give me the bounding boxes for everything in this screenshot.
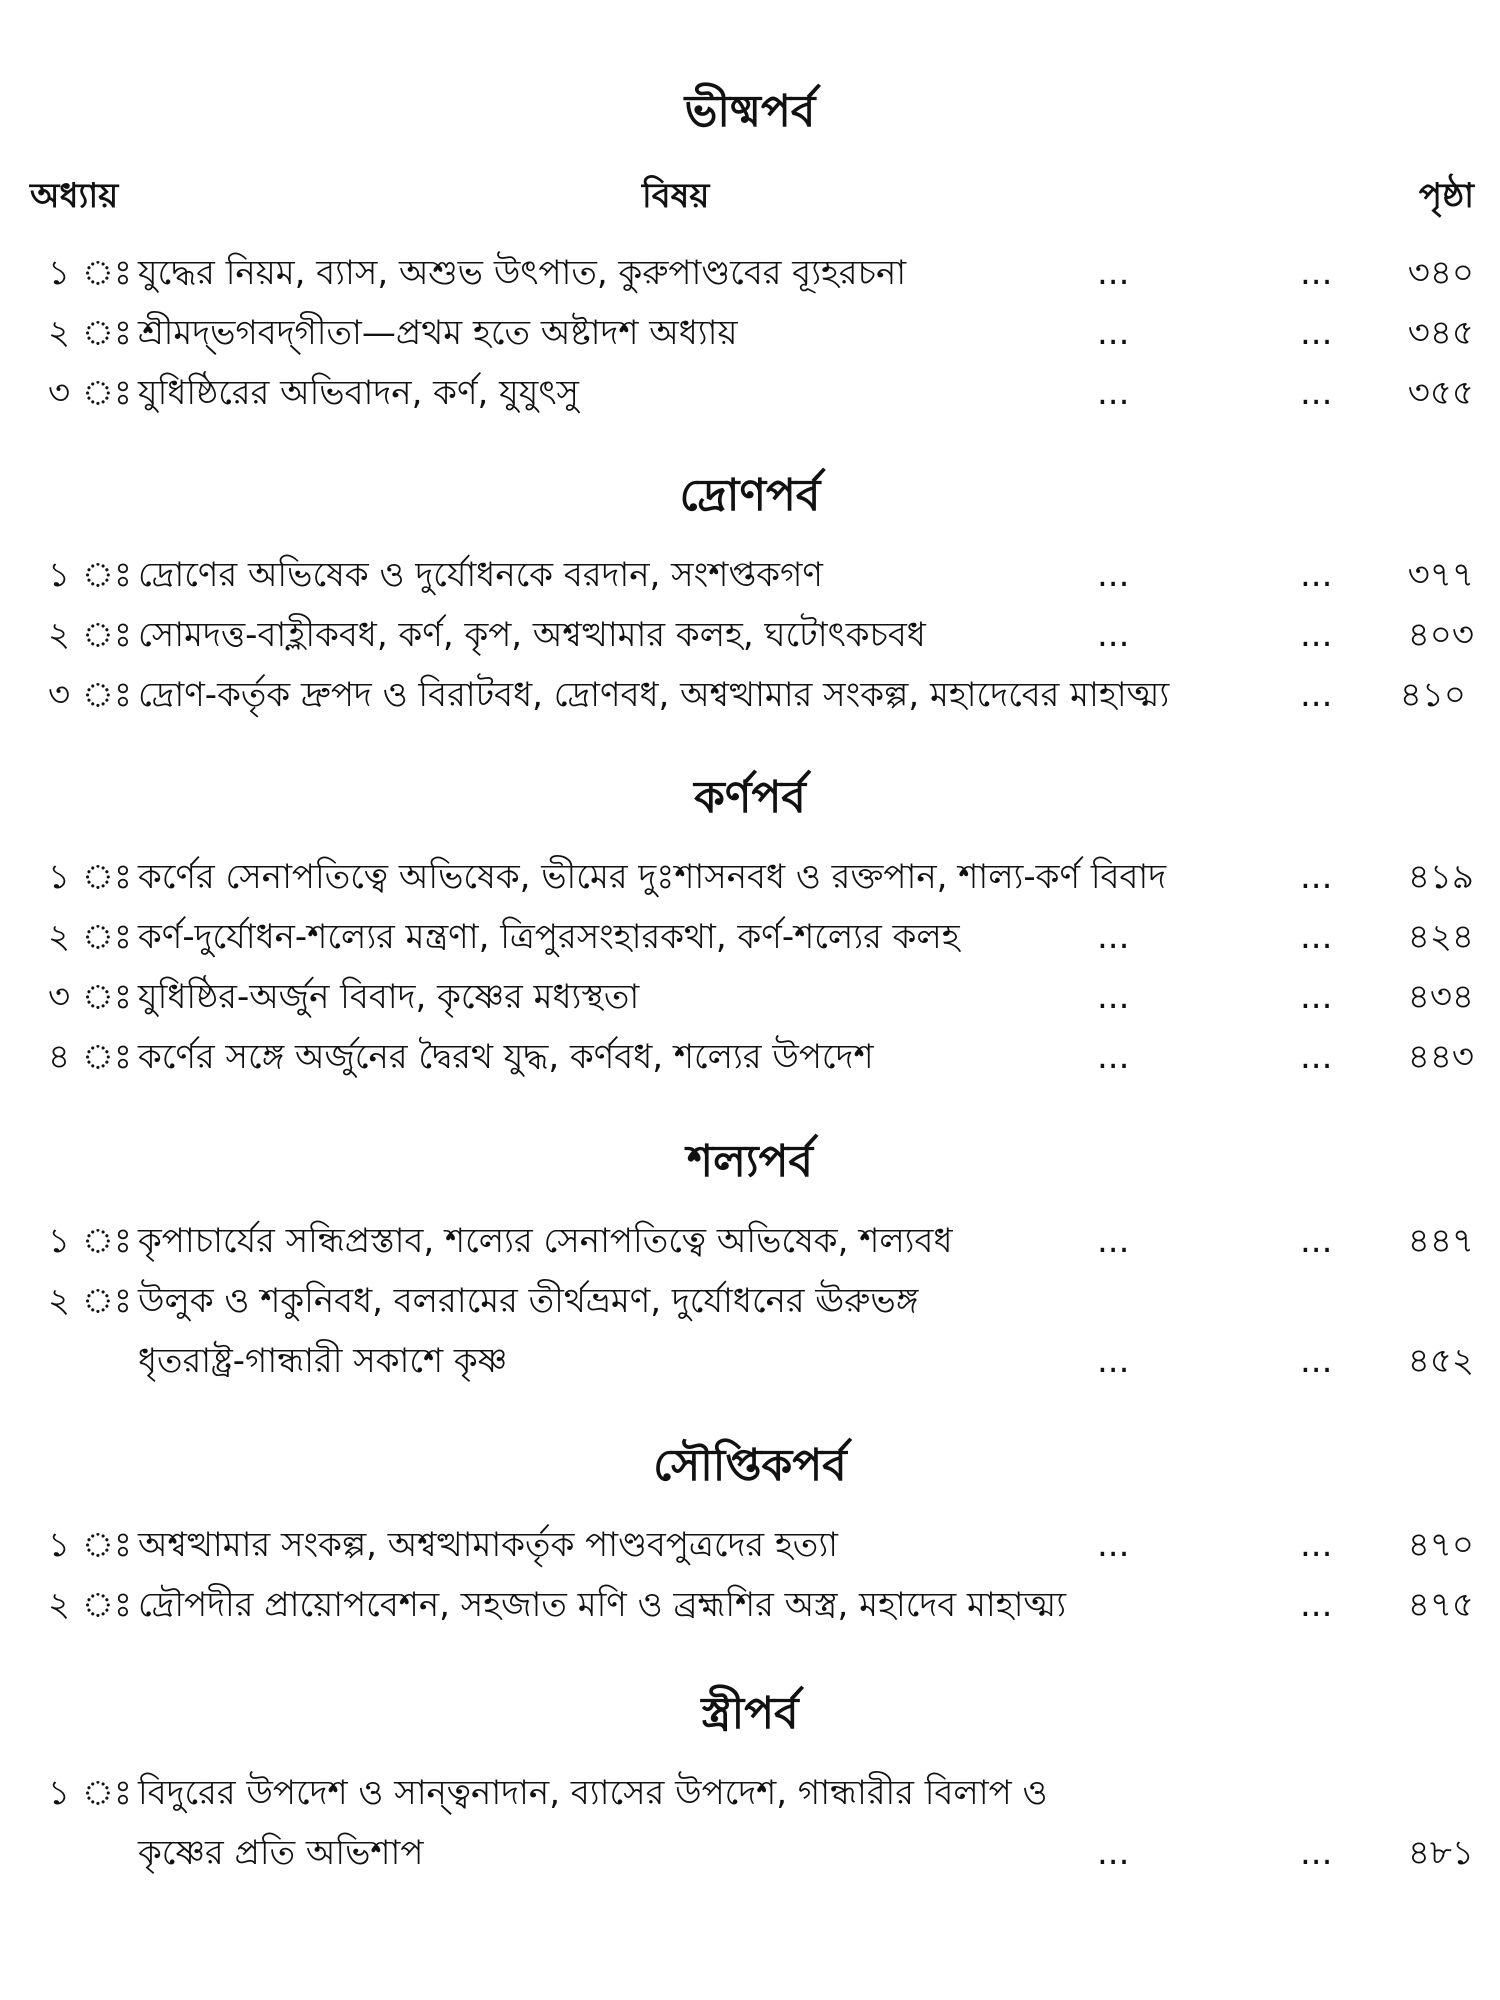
section-title: শল্যপর্ব [687, 1136, 813, 1187]
section-title: দ্রোণপর্ব [679, 470, 821, 521]
leader-dots: ... [1097, 1833, 1130, 1873]
entry-page-number: ৪৭০ [1407, 1525, 1474, 1565]
entry-subject: যুদ্ধের নিয়ম, ব্যাস, অশুভ উৎপাত, কুরুপাণ্ডবের ব্যূহরচনা [138, 253, 907, 293]
section-title: কর্ণপর্ব [694, 772, 806, 823]
entry-page-number: ৩৪০ [1407, 253, 1474, 293]
separator: ঃ [82, 1281, 132, 1321]
chapter-number: ১ [48, 857, 71, 897]
separator: ঃ [82, 917, 132, 957]
chapter-number: ১ [48, 1773, 71, 1813]
leader-dots: ... [1097, 373, 1130, 413]
entry-page-number: ৪২৪ [1407, 917, 1474, 957]
chapter-number: ২ [48, 615, 71, 655]
chapter-number: ১ [48, 253, 71, 293]
leader-dots: ... [1097, 555, 1130, 595]
chapter-number: ২ [48, 1281, 71, 1321]
separator: ঃ [82, 1773, 132, 1813]
toc-entry [0, 1766, 1500, 1820]
separator: ঃ [82, 555, 132, 595]
entry-subject-continued: ধৃতরাষ্ট্র-গান্ধারী সকাশে কৃষ্ণ [138, 1341, 508, 1381]
entry-page-number: ৪০৩ [1407, 615, 1474, 655]
leader-dots: ... [1097, 977, 1130, 1017]
entry-subject: যুধিষ্ঠিরের অভিবাদন, কর্ণ, যুযুৎসু [138, 373, 579, 413]
leader-dots: ... [1300, 1525, 1333, 1565]
leader-dots: ... [1300, 253, 1333, 293]
toc-entry-continuation [0, 1334, 1500, 1388]
section-title: স্ত্রীপর্ব [701, 1688, 799, 1739]
toc-entry [0, 850, 1500, 904]
chapter-number: ১ [48, 555, 71, 595]
separator: ঃ [82, 373, 132, 413]
section-title: সৌপ্তিকপর্ব [653, 1440, 847, 1491]
chapter-number: ৩ [48, 675, 71, 715]
entry-subject: সোমদত্ত-বাহ্লীকবধ, কর্ণ, কৃপ, অশ্বত্থামার কলহ, ঘটোৎকচবধ [138, 615, 926, 655]
toc-entry [0, 1030, 1500, 1084]
chapter-number: ১ [48, 1221, 71, 1261]
entry-page-number: ৪৭৫ [1407, 1585, 1474, 1625]
toc-entry [0, 246, 1500, 300]
section-title: ভীষ্মপর্ব [684, 86, 816, 137]
entry-page-number: ৩৪৫ [1407, 313, 1474, 353]
leader-dots: ... [1097, 917, 1130, 957]
entry-page-number: ৪১৯ [1407, 857, 1474, 897]
toc-entry [0, 1518, 1500, 1572]
entry-page-number: ৩৫৫ [1407, 373, 1474, 413]
leader-dots: ... [1097, 313, 1130, 353]
page-column-header: পৃষ্ঠা [1418, 176, 1474, 216]
leader-dots: ... [1300, 917, 1333, 957]
leader-dots: ... [1300, 555, 1333, 595]
separator: ঃ [82, 313, 132, 353]
separator: ঃ [82, 1585, 132, 1625]
entry-page-number: ৪১০ [1399, 675, 1466, 715]
leader-dots: ... [1300, 977, 1333, 1017]
separator: ঃ [82, 675, 132, 715]
entry-subject: শ্রীমদ্‌ভগবদ্‌গীতা—প্রথম হতে অষ্টাদশ অধ্যায় [138, 313, 738, 353]
entry-page-number: ৪৮১ [1407, 1833, 1474, 1873]
entry-subject: কর্ণের সেনাপতিত্বে অভিষেক, ভীমের দুঃশাসনবধ ও রক্তপান, শাল্য-কর্ণ বিবাদ [138, 857, 1167, 897]
chapter-number: ৪ [48, 1037, 71, 1077]
chapter-column-header: অধ্যায় [30, 176, 119, 216]
leader-dots: ... [1097, 1037, 1130, 1077]
chapter-number: ২ [48, 917, 71, 957]
entry-subject: যুধিষ্ঠির-অর্জুন বিবাদ, কৃষ্ণের মধ্যস্থতা [138, 977, 640, 1017]
entry-page-number: ৩৭৭ [1407, 555, 1474, 595]
separator: ঃ [82, 857, 132, 897]
toc-entry [0, 366, 1500, 420]
toc-entry [0, 1214, 1500, 1268]
leader-dots: ... [1300, 313, 1333, 353]
toc-entry [0, 910, 1500, 964]
entry-subject: বিদুরের উপদেশ ও সান্ত্বনাদান, ব্যাসের উপদেশ, গান্ধারীর বিলাপ ও [138, 1773, 1048, 1813]
leader-dots: ... [1300, 373, 1333, 413]
leader-dots: ... [1097, 1525, 1130, 1565]
entry-subject: অশ্বত্থামার সংকল্প, অশ্বত্থামাকর্তৃক পাণ্ডবপুত্রদের হত্যা [138, 1525, 839, 1565]
leader-dots: ... [1097, 253, 1130, 293]
entry-subject: কর্ণ-দুর্যোধন-শল্যের মন্ত্রণা, ত্রিপুরসংহারকথা, কর্ণ-শল্যের কলহ [138, 917, 960, 957]
entry-subject: দ্রোণের অভিষেক ও দুর্যোধনকে বরদান, সংশপ্তকগণ [138, 555, 823, 595]
toc-entry [0, 306, 1500, 360]
entry-subject-continued: কৃষ্ণের প্রতি অভিশাপ [138, 1833, 424, 1873]
leader-dots: ... [1300, 1341, 1333, 1381]
leader-dots: ... [1300, 675, 1333, 715]
chapter-number: ১ [48, 1525, 71, 1565]
leader-dots: ... [1300, 615, 1333, 655]
leader-dots: ... [1097, 1221, 1130, 1261]
separator: ঃ [82, 615, 132, 655]
toc-entry [0, 548, 1500, 602]
chapter-number: ৩ [48, 977, 71, 1017]
separator: ঃ [82, 1221, 132, 1261]
entry-page-number: ৪৪৩ [1407, 1037, 1474, 1077]
leader-dots: ... [1097, 1341, 1130, 1381]
leader-dots: ... [1300, 1833, 1333, 1873]
leader-dots: ... [1300, 1221, 1333, 1261]
toc-entry [0, 608, 1500, 662]
separator: ঃ [82, 1525, 132, 1565]
toc-entry [0, 970, 1500, 1024]
entry-subject: উলুক ও শকুনিবধ, বলরামের তীর্থভ্রমণ, দুর্যোধনের ঊরুভঙ্গ [138, 1281, 919, 1321]
chapter-number: ২ [48, 313, 71, 353]
entry-page-number: ৪৪৭ [1407, 1221, 1474, 1261]
toc-entry [0, 1578, 1500, 1632]
separator: ঃ [82, 253, 132, 293]
entry-subject: কর্ণের সঙ্গে অর্জুনের দ্বৈরথ যুদ্ধ, কর্ণবধ, শল্যের উপদেশ [138, 1037, 874, 1077]
toc-entry-continuation [0, 1826, 1500, 1880]
entry-subject: কৃপাচার্যের সন্ধিপ্রস্তাব, শল্যের সেনাপতিত্বে অভিষেক, শল্যবধ [138, 1221, 953, 1261]
separator: ঃ [82, 1037, 132, 1077]
separator: ঃ [82, 977, 132, 1017]
leader-dots: ... [1300, 857, 1333, 897]
subject-column-header: বিষয় [642, 176, 710, 216]
entry-subject: দ্রৌপদীর প্রায়োপবেশন, সহজাত মণি ও ব্রহ্মশির অস্ত্র, মহাদেব মাহাত্ম্য [138, 1585, 1067, 1625]
leader-dots: ... [1300, 1585, 1333, 1625]
toc-entry [0, 668, 1500, 722]
toc-entry [0, 1274, 1500, 1328]
entry-page-number: ৪৫২ [1407, 1341, 1474, 1381]
entry-page-number: ৪৩৪ [1407, 977, 1474, 1017]
chapter-number: ২ [48, 1585, 71, 1625]
leader-dots: ... [1300, 1037, 1333, 1077]
leader-dots: ... [1097, 615, 1130, 655]
entry-subject: দ্রোণ-কর্তৃক দ্রুপদ ও বিরাটবধ, দ্রোণবধ, অশ্বত্থামার সংকল্প, মহাদেবের মাহাত্ম্য [138, 675, 1170, 715]
chapter-number: ৩ [48, 373, 71, 413]
